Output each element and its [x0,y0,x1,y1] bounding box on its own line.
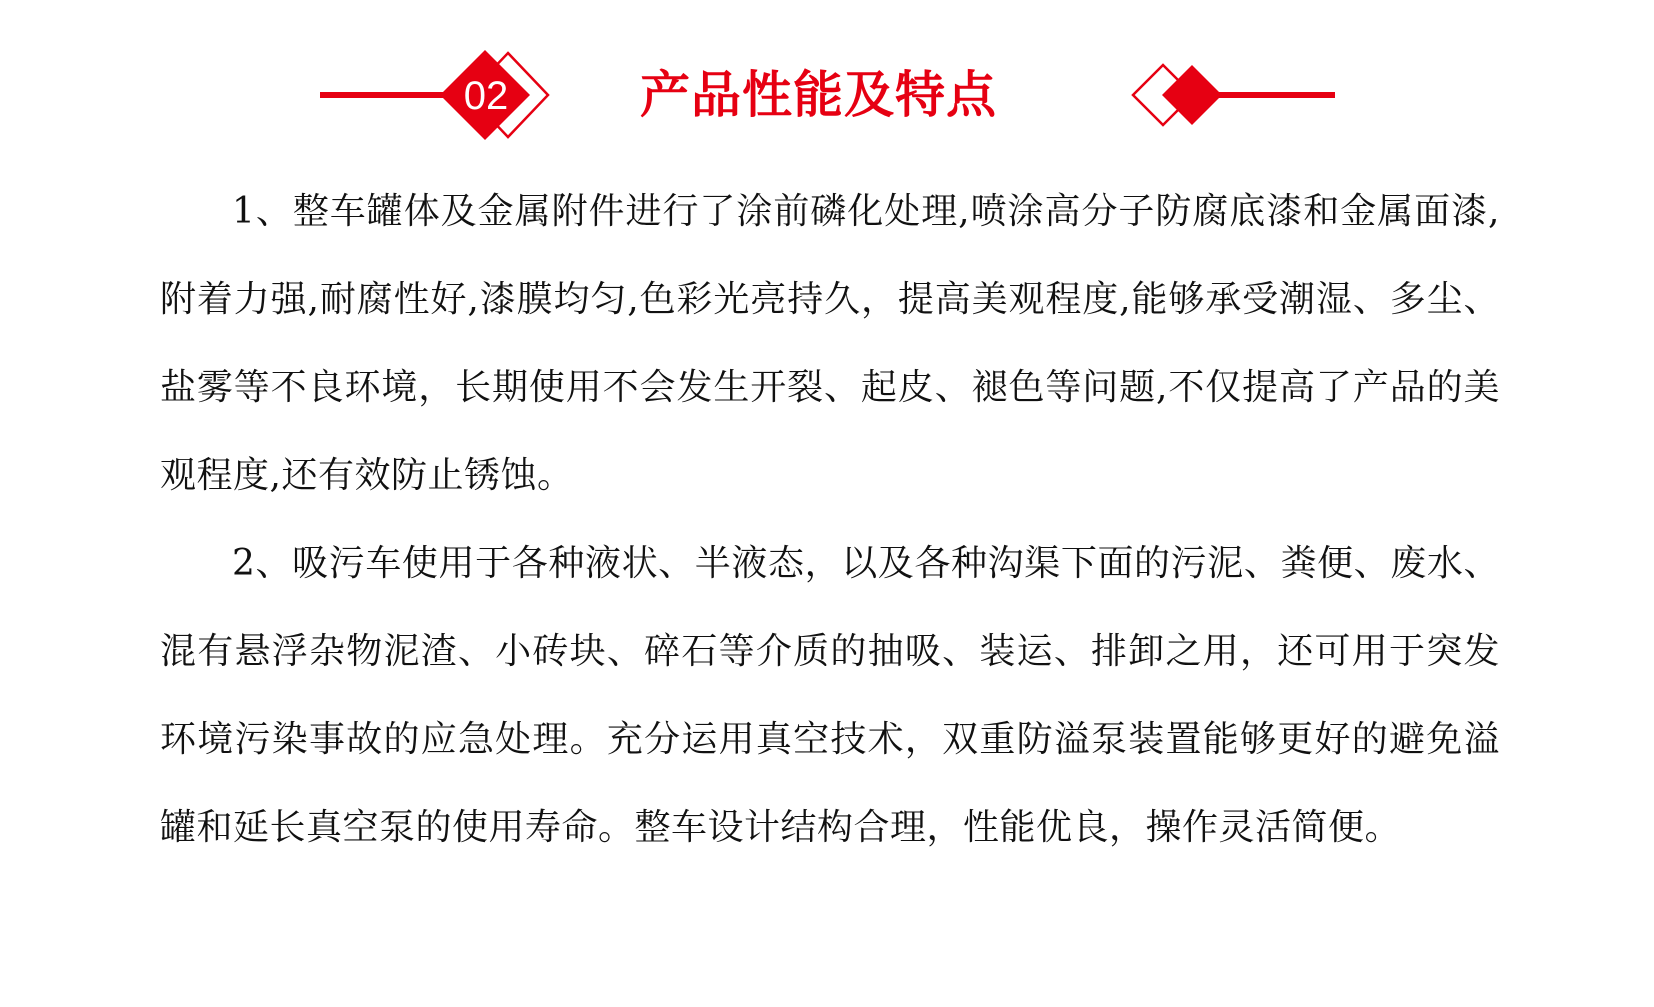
section-number: 02 [463,74,509,118]
section-title: 产品性能及特点 [640,66,997,124]
body-text [160,168,1500,872]
section-header [0,0,1654,160]
paragraph-1: 1、整车罐体及金属附件进行了涂前磷化处理,喷涂高分子防腐底漆和金属面漆, 附着力强,耐腐性好,漆膜均匀,色彩光亮持久，提高美观程度,能够承受潮湿、多尘、盐雾等不良环境，长期使用不会发生开裂、起皮、褪色等问题,不仅提高了产品的美观程度,还有效防止锈蚀。 [160,191,1500,496]
paragraph-2: 2、吸污车使用于各种液状、半液态，以及各种沟渠下面的污泥、粪便、废水、混有悬浮杂物泥渣、小砖块、碎石等介质的抽吸、装运、排卸之用，还可用于突发环境污染事故的应急处理。充分运用真空技术，双重防溢泵装置能够更好的避免溢罐和延长真空泵的使用寿命。整车设计结构合理，性能优良，操作灵活简便。 [160,543,1500,848]
